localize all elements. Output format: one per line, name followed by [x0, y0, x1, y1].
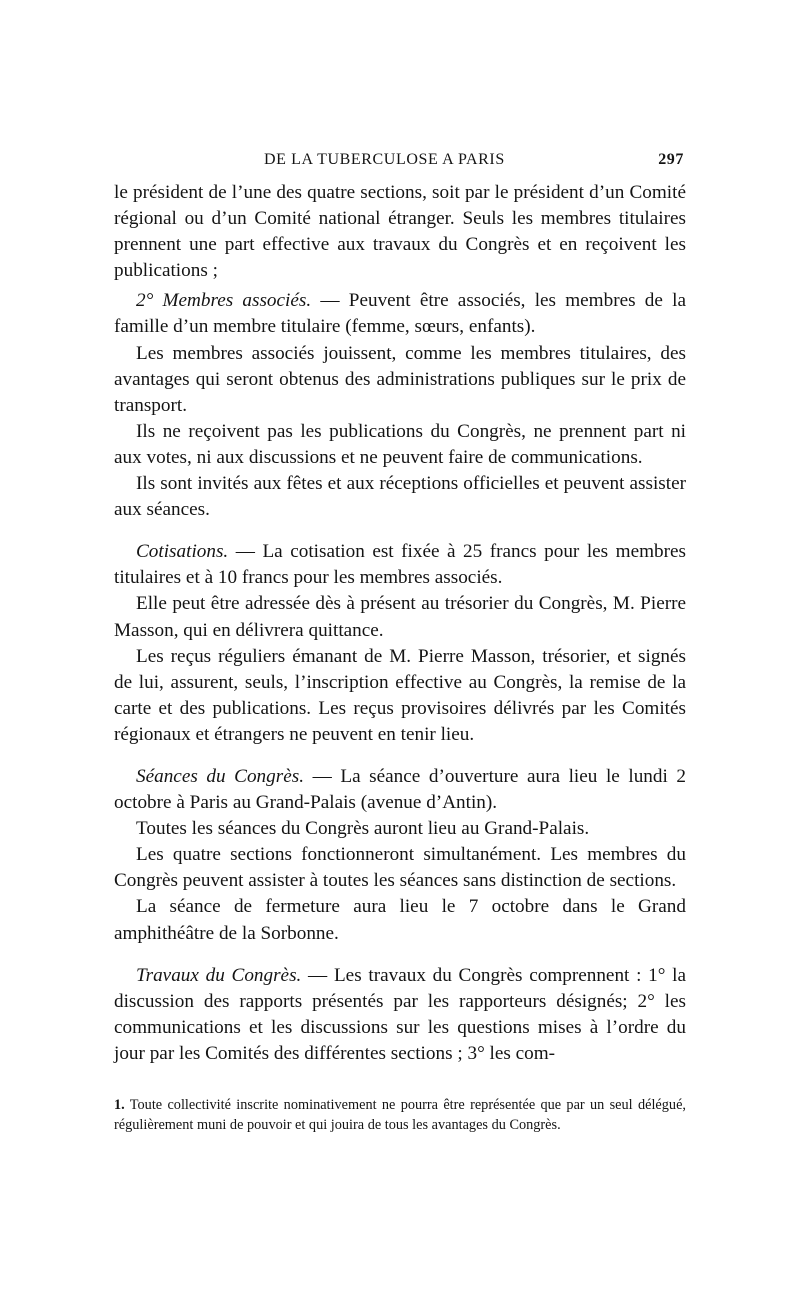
paragraph	[114, 591, 686, 643]
paragraph-text: le président de l’une des quatre sections, soit par le président d’un Comité régional ou d’un Comité national étranger. Seuls les membres titulaires prennent une part effective aux travaux du Congrès et en reçoivent les publications ;	[114, 182, 686, 282]
paragraph-text: Les reçus réguliers émanant de M. Pierre Masson, trésorier, et signés de lui, assurent, seuls, l’inscription effective au Congrès, la remise de la carte et des publications. Les reçus provisoires délivrés par les Comités régionaux et étrangers ne peuvent en tenir lieu.	[114, 645, 686, 745]
paragraph	[114, 842, 686, 894]
paragraph-text: Ils ne reçoivent pas les publications du Congrès, ne prennent part ni aux votes, ni aux discussions et ne peuvent faire de communications.	[114, 420, 686, 468]
paragraph-text: Les membres associés jouissent, comme les membres titulaires, des avantages qui seront obtenus des administrations publiques sur le prix de transport.	[114, 342, 686, 416]
paragraph	[114, 816, 686, 842]
page-number: 297	[658, 151, 684, 168]
paragraph-lead: Cotisations.	[136, 541, 229, 563]
body-text	[114, 180, 686, 1067]
footnote	[114, 1096, 686, 1135]
paragraph-travaux	[114, 963, 686, 1067]
paragraph	[114, 419, 686, 471]
paragraph-text: — La séance d’ouverture aura lieu le lundi 2 octobre à Paris au Grand-Palais (avenue d’Antin).	[114, 765, 687, 814]
paragraph-text: — La cotisation est fixée à 25 francs pour les membres titulaires et à 10 francs pour les membres associés.	[114, 541, 686, 589]
paragraph	[114, 471, 686, 523]
paragraph-lead: Séances du Congrès.	[136, 765, 304, 787]
running-head	[114, 151, 686, 173]
footnote-label: 1.	[114, 1097, 125, 1113]
paragraph-text: Elle peut être adressée dès à présent au trésorier du Congrès, M. Pierre Masson, qui en délivrera quittance.	[114, 593, 686, 641]
paragraph-text: Ils sont invités aux fêtes et aux réceptions officielles et peuvent assister aux séances.	[114, 473, 686, 521]
paragraph-lead: 2° Membres associés.	[136, 290, 312, 312]
paragraph-text: La séance de fermeture aura lieu le 7 octobre dans le Grand amphithéâtre de la Sorbonne.	[114, 896, 686, 944]
paragraph-text: Toutes les séances du Congrès auront lieu au Grand-Palais.	[136, 818, 590, 840]
paragraph	[114, 644, 686, 748]
paragraph-cotisations	[114, 539, 686, 591]
paragraph-seances	[114, 764, 686, 816]
paragraph	[114, 180, 686, 284]
paragraph-text: — Peuvent être associés, les membres de la famille d’un membre titulaire (femme, sœurs, enfants).	[114, 290, 686, 338]
paragraph-membres-associes	[114, 288, 686, 340]
paragraph-text: — Les travaux du Congrès comprennent : 1° la discussion des rapports présentés par les rapporteurs désignés; 2° les communications et les discussions sur les questions mises à l’ordre du jour par les Comités des différentes sections ; 3° les com-	[114, 964, 686, 1064]
paragraph	[114, 894, 686, 946]
paragraph-lead: Travaux du Congrès.	[136, 964, 302, 986]
paragraph-text: Les quatre sections fonctionneront simultanément. Les membres du Congrès peuvent assister à toutes les séances sans distinction de sections.	[114, 844, 686, 892]
paragraph	[114, 341, 686, 419]
running-head-title: DE LA TUBERCULOSE A PARIS	[264, 151, 505, 168]
footnote-text: Toute collectivité inscrite nominativement ne pourra être représentée que par un seul délégué, régulièrement muni de pouvoir et qui jouira de tous les avantages du Congrès.	[114, 1097, 686, 1133]
